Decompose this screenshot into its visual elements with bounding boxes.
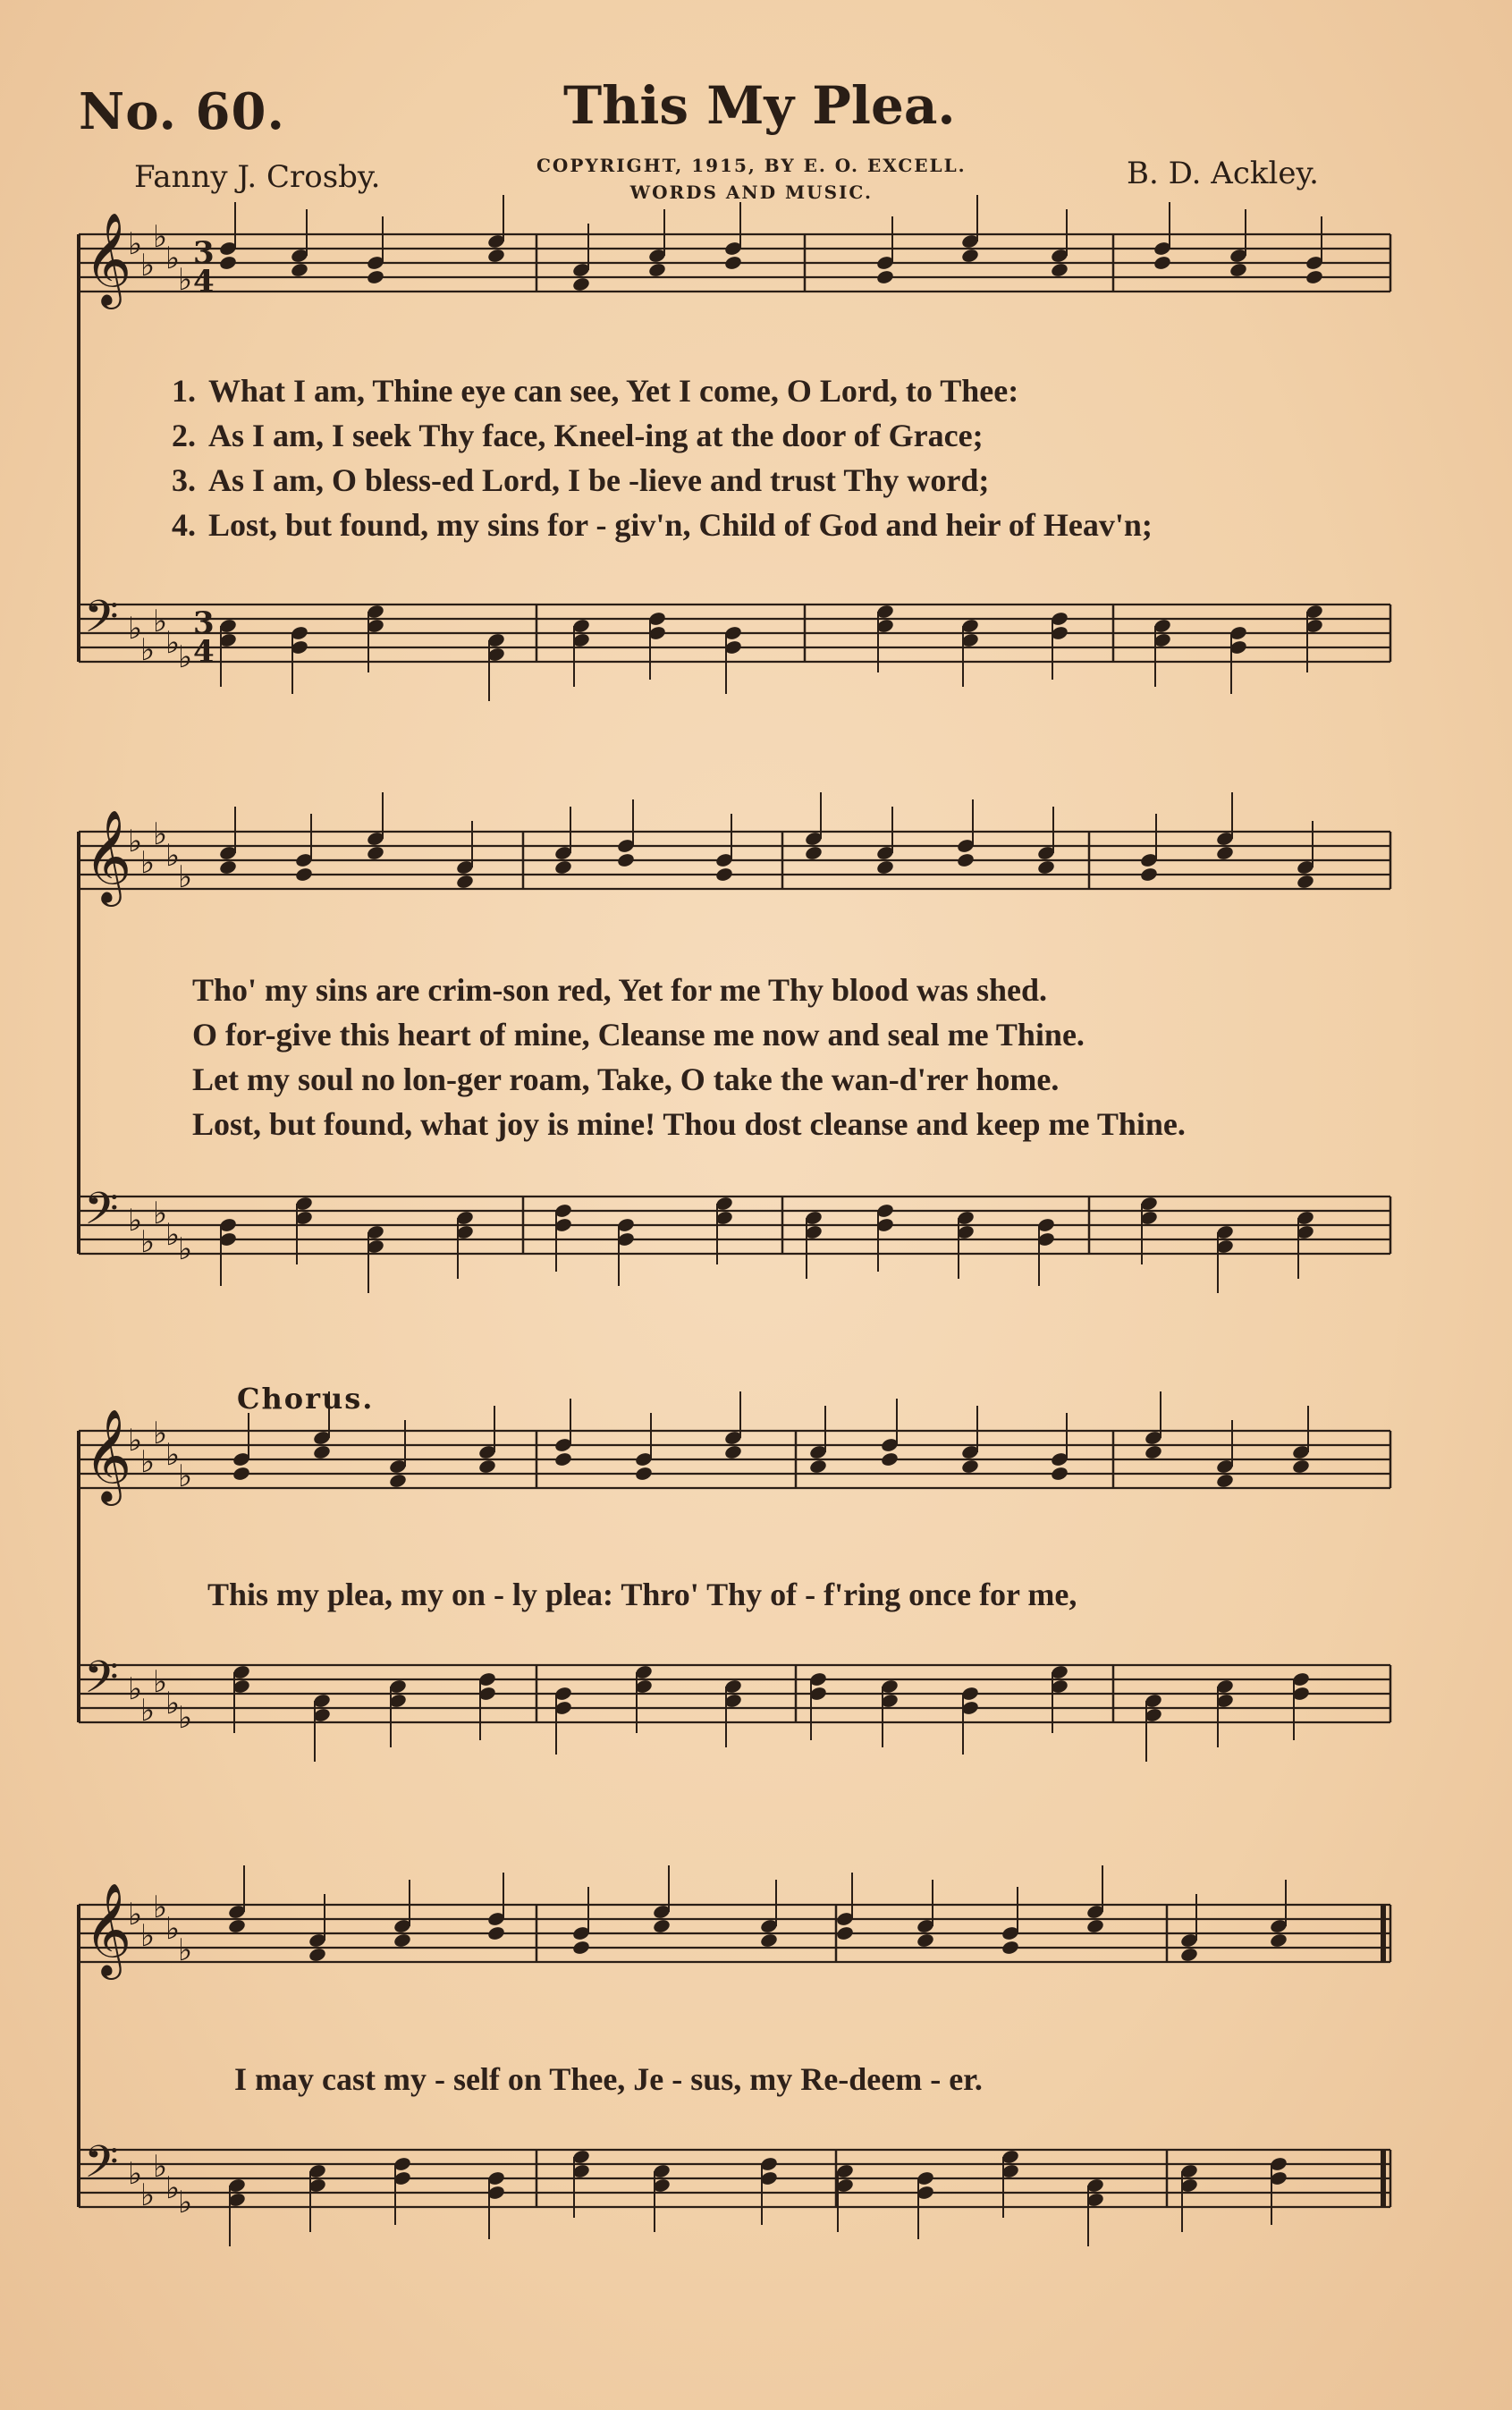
note-head (1001, 1940, 1019, 1956)
treble-clef: 𝄞 (84, 212, 132, 306)
note-head (218, 255, 237, 271)
verse-4-line-2: Lost, but found, what joy is mine! Thou dost cleanse and keep me Thine. (192, 1106, 1186, 1142)
author-credit: Fanny J. Crosby. (134, 159, 381, 195)
flat-sign: ♭ (153, 1416, 168, 1451)
treble-clef: 𝄞 (84, 1408, 132, 1502)
note-head (835, 1925, 854, 1941)
verse-1-line-1: 1. What I am, Thine eye can see, Yet I come, O Lord, to Thee: (172, 373, 1019, 409)
note-head (571, 276, 590, 292)
note-head (218, 859, 237, 875)
note-head (652, 1918, 671, 1934)
note-head (616, 852, 635, 868)
note-head (486, 248, 505, 264)
bass-clef: 𝄢 (84, 1183, 119, 1246)
bass-clef: 𝄢 (84, 591, 119, 654)
note-head (232, 1466, 250, 1482)
note-head (227, 1918, 246, 1934)
flat-sign: ♭ (165, 625, 181, 661)
note-head (880, 1451, 899, 1467)
note-head (916, 1932, 934, 1949)
note-head (1229, 262, 1247, 278)
note-head (1296, 874, 1314, 890)
note-head (1215, 845, 1234, 861)
note-head (571, 1940, 590, 1956)
note-head (1036, 859, 1055, 875)
flat-sign: ♭ (178, 2185, 193, 2220)
note-head (393, 1932, 411, 1949)
flat-sign: ♭ (178, 1459, 193, 1494)
note-head (804, 845, 823, 861)
note-head (960, 1459, 979, 1475)
note-head (366, 269, 384, 285)
flat-sign: ♭ (178, 1231, 193, 1267)
flat-sign: ♭ (178, 859, 193, 895)
note-head (308, 1947, 326, 1963)
flat-sign: ♭ (153, 1196, 168, 1231)
verse-1-line-2: Tho' my sins are crim-son red, Yet for me Thy blood was shed. (192, 972, 1048, 1008)
flat-sign: ♭ (165, 1686, 181, 1721)
flat-sign: ♭ (165, 1911, 181, 1947)
flat-sign: ♭ (140, 845, 156, 881)
flat-sign: ♭ (178, 1932, 193, 1968)
flat-sign: ♭ (140, 2177, 156, 2213)
flat-sign: ♭ (128, 1203, 143, 1239)
note-head (486, 1925, 505, 1941)
time-signature-bottom: 4 (193, 634, 215, 670)
flat-sign: ♭ (128, 1897, 143, 1932)
copyright-line-1: COPYRIGHT, 1915, BY E. O. EXCELL. (536, 155, 967, 176)
flat-sign: ♭ (128, 824, 143, 859)
note-head (723, 255, 742, 271)
flat-sign: ♭ (178, 262, 193, 298)
flat-sign: ♭ (165, 241, 181, 276)
note-head (553, 859, 572, 875)
note-head (808, 1459, 827, 1475)
flat-sign: ♭ (140, 632, 156, 668)
note-head (1139, 867, 1158, 883)
copyright-line-2: WORDS AND MUSIC. (629, 182, 873, 203)
verse-3-line-2: Let my soul no lon-ger roam, Take, O take the wan-d'rer home. (192, 1061, 1060, 1097)
bass-clef: 𝄢 (84, 1652, 119, 1714)
note-head (1215, 1473, 1234, 1489)
flat-sign: ♭ (140, 248, 156, 283)
flat-sign: ♭ (128, 2156, 143, 2192)
flat-sign: ♭ (178, 639, 193, 675)
flat-sign: ♭ (140, 1918, 156, 1954)
flat-sign: ♭ (140, 1693, 156, 1729)
note-head (553, 1451, 572, 1467)
note-head (290, 262, 308, 278)
note-head (1085, 1918, 1104, 1934)
flat-sign: ♭ (140, 1444, 156, 1480)
treble-clef: 𝄞 (84, 809, 132, 903)
composer-credit: B. D. Ackley. (1127, 156, 1319, 191)
flat-sign: ♭ (128, 1671, 143, 1707)
note-head (956, 852, 975, 868)
flat-sign: ♭ (140, 1224, 156, 1260)
flat-sign: ♭ (153, 1890, 168, 1925)
note-head (960, 248, 979, 264)
hymn-title: This My Plea. (563, 75, 956, 136)
note-head (1144, 1444, 1162, 1460)
verse-4-line-1: 4. Lost, but found, my sins for - giv'n, Child of God and heir of Heav'n; (172, 507, 1153, 543)
verse-3-line-1: 3. As I am, O bless-ed Lord, I be -lieve and trust Thy word; (172, 462, 990, 498)
chorus-line-1: This my plea, my on - ly plea: Thro' Thy of - f'ring once for me, (207, 1577, 1077, 1612)
flat-sign: ♭ (165, 1217, 181, 1253)
flat-sign: ♭ (153, 604, 168, 639)
hymn-number: No. 60. (79, 82, 285, 141)
flat-sign: ♭ (128, 1423, 143, 1459)
bass-clef: 𝄢 (84, 2136, 119, 2199)
chorus-line-2: I may cast my - self on Thee, Je - sus, my Re-deem - er. (234, 2061, 983, 2097)
time-signature-top: 3 (193, 605, 215, 641)
flat-sign: ♭ (165, 1437, 181, 1473)
note-head (1153, 255, 1171, 271)
flat-sign: ♭ (153, 2149, 168, 2185)
flat-sign: ♭ (128, 226, 143, 262)
note-head (1269, 1932, 1288, 1949)
note-head (477, 1459, 496, 1475)
note-head (1050, 262, 1069, 278)
flat-sign: ♭ (128, 611, 143, 647)
flat-sign: ♭ (153, 219, 168, 255)
note-head (1305, 269, 1323, 285)
note-head (294, 867, 313, 883)
chorus-label: Chorus. (237, 1382, 375, 1416)
note-head (759, 1932, 778, 1949)
note-head (1179, 1947, 1198, 1963)
note-head (388, 1473, 407, 1489)
note-head (1050, 1466, 1069, 1482)
treble-clef: 𝄞 (84, 1882, 132, 1976)
note-head (455, 874, 474, 890)
flat-sign: ♭ (153, 1664, 168, 1700)
note-head (1291, 1459, 1310, 1475)
note-head (312, 1444, 331, 1460)
note-head (875, 859, 894, 875)
note-head (634, 1466, 653, 1482)
verse-2-line-2: O for-give this heart of mine, Cleanse me now and seal me Thine. (192, 1017, 1085, 1053)
note-head (366, 845, 384, 861)
flat-sign: ♭ (165, 838, 181, 874)
verse-2-line-1: 2. As I am, I seek Thy face, Kneel-ing at the door of Grace; (172, 418, 984, 453)
time-signature-top: 3 (193, 235, 215, 271)
note-head (875, 269, 894, 285)
flat-sign: ♭ (178, 1700, 193, 1736)
note-head (714, 867, 733, 883)
note-head (647, 262, 666, 278)
flat-sign: ♭ (153, 816, 168, 852)
flat-sign: ♭ (165, 2170, 181, 2206)
note-head (723, 1444, 742, 1460)
time-signature-bottom: 4 (193, 264, 215, 300)
